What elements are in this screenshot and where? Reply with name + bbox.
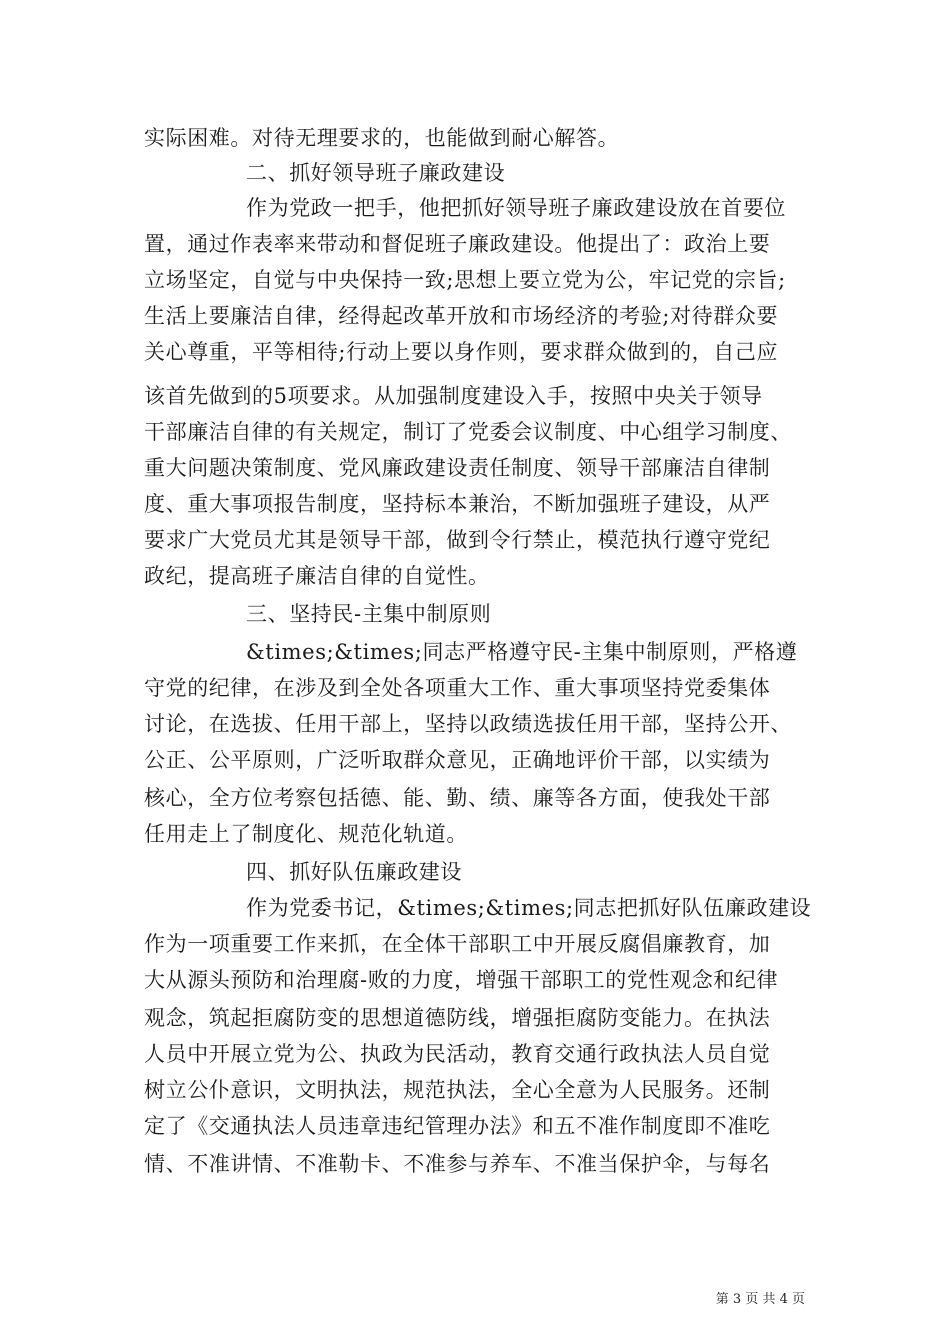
body-text-line: 政纪，提高班子廉洁自律的自觉性。 <box>144 564 490 588</box>
body-text-line: 干部廉洁自律的有关规定，制订了党委会议制度、中心组学习制度、 <box>144 420 792 444</box>
page-number-footer: 第 3 页 共 4 页 <box>715 1292 805 1307</box>
body-text-line: 人员中开展立党为公、执政为民活动，教育交通行政执法人员自觉 <box>144 1042 771 1066</box>
body-text-line: 守党的纪律，在涉及到全处各项重大工作、重大事项坚持党委集体 <box>144 676 771 700</box>
body-text-line: 观念，筑起拒腐防变的思想道德防线，增强拒腐防变能力。在执法 <box>144 1006 771 1030</box>
body-text-line: &times;&times;同志严格遵守民-主集中制原则，严格遵 <box>246 640 798 664</box>
body-text-line: 要求广大党员尤其是领导干部，做到令行禁止，模范执行遵守党纪 <box>144 528 771 552</box>
section-heading: 二、抓好领导班子廉政建设 <box>246 161 506 185</box>
body-text-line: 情、不准讲情、不准勒卡、不准参与养车、不准当保护伞，与每名 <box>144 1152 771 1176</box>
section-heading: 四、抓好队伍廉政建设 <box>246 860 462 884</box>
section-heading: 三、坚持民-主集中制原则 <box>246 602 492 626</box>
body-text-line: 定了《交通执法人员违章违纪管理办法》和五不准作制度即不准吃 <box>144 1114 771 1138</box>
body-text-line: 公正、公平原则，广泛听取群众意见，正确地评价干部，以实绩为 <box>144 748 771 772</box>
body-text-line: 重大问题决策制度、党风廉政建设责任制度、领导干部廉洁自律制 <box>144 456 771 480</box>
body-text-line: 关心尊重，平等相待;行动上要以身作则，要求群众做到的，自己应 <box>144 340 779 364</box>
body-text-line: 树立公仆意识，文明执法，规范执法，全心全意为人民服务。还制 <box>144 1078 771 1102</box>
body-text-line: 核心，全方位考察包括德、能、勤、绩、廉等各方面，使我处干部 <box>144 786 771 810</box>
body-text-line: 大从源头预防和治理腐-败的力度，增强干部职工的党性观念和纪律 <box>144 968 779 992</box>
body-text-line: 度、重大事项报告制度，坚持标本兼治，不断加强班子建设，从严 <box>144 492 771 516</box>
body-text-line: 讨论，在选拔、任用干部上，坚持以政绩选拔任用干部，坚持公开、 <box>144 712 792 736</box>
body-text-line: 实际困难。对待无理要求的，也能做到耐心解答。 <box>144 126 620 150</box>
body-text-line: 置，通过作表率来带动和督促班子廉政建设。他提出了：政治上要 <box>144 232 771 256</box>
body-text-line: 生活上要廉洁自律，经得起改革开放和市场经济的考验;对待群众要 <box>144 304 779 328</box>
body-text-line: 作为党政一把手，他把抓好领导班子廉政建设放在首要位 <box>246 196 786 220</box>
body-text-line: 立场坚定，自觉与中央保持一致;思想上要立党为公，牢记党的宗旨; <box>144 268 786 292</box>
body-text-line: 任用走上了制度化、规范化轨道。 <box>144 822 468 846</box>
body-text-line: 该首先做到的5项要求。从加强制度建设入手，按照中央关于领导 <box>144 384 763 408</box>
body-text-line: 作为党委书记，&times;&times;同志把抓好队伍廉政建设 <box>246 896 812 920</box>
body-text-line: 作为一项重要工作来抓，在全体干部职工中开展反腐倡廉教育，加 <box>144 932 771 956</box>
